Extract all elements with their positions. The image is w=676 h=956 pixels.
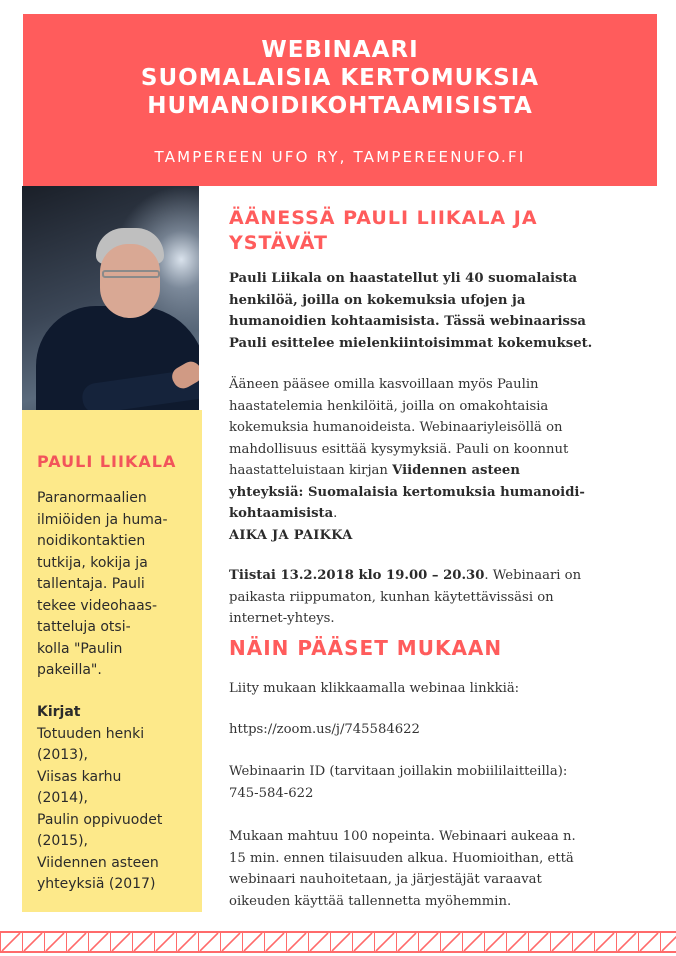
book-title: kohtaamisista xyxy=(229,506,334,521)
event-datetime: Tiistai 13.2.2018 klo 19.00 – 20.30 xyxy=(229,568,485,583)
book-line: (2014), xyxy=(37,790,89,806)
bio-line: tatteluja otsi- xyxy=(37,619,131,635)
book-line: Paulin oppivuodet xyxy=(37,811,163,828)
book-line: (2015), xyxy=(37,833,89,849)
book-title: Viidennen asteen xyxy=(392,463,520,478)
paragraph-line: mahdollisuus esittää kysymyksiä. Pauli on koonnut xyxy=(229,441,569,457)
paragraph-line: paikasta riippumaton, kunhan käytettävissäsi on xyxy=(229,589,554,605)
paragraph-line xyxy=(229,460,669,482)
paragraph-line xyxy=(229,503,669,525)
bio-line: tallentaja. Pauli xyxy=(37,576,145,592)
bio-line: ilmiöiden ja huma- xyxy=(37,511,168,528)
header-banner xyxy=(23,14,657,186)
section-heading-join: NÄIN PÄÄSET MUKAAN xyxy=(229,636,503,660)
paragraph-line: Liity mukaan klikkaamalla webinaa linkkiä: xyxy=(229,681,520,696)
bio-line: pakeilla". xyxy=(37,662,102,678)
paragraph-line: Ääneen pääsee omilla kasvoillaan myös Paulin xyxy=(229,377,539,392)
paragraph-text: haastatteluistaan kirjan xyxy=(229,463,393,478)
speaker-sidebar xyxy=(22,410,202,912)
banner-organizer: TAMPEREEN UFO RY, TAMPEREENUFO.FI xyxy=(154,148,526,166)
time-place-heading: AIKA JA PAIKKA xyxy=(229,528,353,543)
intro-line: Pauli Liikala on haastatellut yli 40 suomalaista xyxy=(229,271,578,286)
speaker-photo xyxy=(22,186,199,431)
paragraph-line: Mukaan mahtuu 100 nopeinta. Webinaari aukeaa n. xyxy=(229,829,576,844)
decorative-zigzag-border xyxy=(0,931,676,953)
webinar-id-label: Webinaarin ID (tarvitaan joillakin mobiililaitteilla): xyxy=(229,764,568,779)
intro-paragraph xyxy=(229,268,669,354)
info-paragraph xyxy=(229,826,669,912)
paragraph-line: kokemuksia humanoideista. Webinaariyleisöllä on xyxy=(229,420,563,435)
paragraph-line: internet-yhteys. xyxy=(229,611,335,626)
book-line: Totuuden henki xyxy=(37,725,145,742)
photo-glasses xyxy=(102,270,160,278)
paragraph-line: 15 min. ennen tilaisuuden alkua. Huomioithan, että xyxy=(229,850,574,866)
intro-line: Pauli esittelee mielenkiintoisimmat kokemukset. xyxy=(229,335,593,351)
intro-line: humanoidien kohtaamisista. Tässä webinaarissa xyxy=(229,314,586,329)
photo-face xyxy=(100,244,160,318)
bio-line: Paranormaalien xyxy=(37,490,147,506)
book-line: (2013), xyxy=(37,747,89,763)
bio-line: kolla "Paulin xyxy=(37,640,123,657)
books-heading: Kirjat xyxy=(37,704,81,720)
speaker-bio xyxy=(37,488,197,682)
banner-title xyxy=(23,36,657,120)
guests-paragraph xyxy=(229,374,669,525)
webinar-id-value: 745-584-622 xyxy=(229,785,314,801)
book-line: Viisas karhu xyxy=(37,768,122,785)
paragraph-line: webinaari nauhoitetaan, ja järjestäjät varaavat xyxy=(229,872,542,887)
banner-title-line-1: WEBINAARI xyxy=(261,37,419,63)
join-link[interactable] xyxy=(229,719,669,741)
webinar-url-link[interactable]: https://zoom.us/j/745584622 xyxy=(229,722,420,737)
intro-line: henkilöä, joilla on kokemuksia ufojen ja xyxy=(229,292,526,308)
paragraph-text: . xyxy=(333,506,338,521)
bio-line: tutkija, kokija ja xyxy=(37,554,148,571)
truss-pattern-icon xyxy=(0,933,676,951)
section-heading-speakers xyxy=(229,206,669,256)
banner-title-line-2: SUOMALAISIA KERTOMUKSIA xyxy=(140,65,540,91)
time-paragraph xyxy=(229,565,669,630)
join-instruction xyxy=(229,678,669,700)
webinar-id-block xyxy=(229,761,669,804)
book-line: yhteyksiä (2017) xyxy=(37,876,156,892)
heading-line: ÄÄNESSÄ PAULI LIIKALA JA xyxy=(229,207,538,229)
bio-line: noidikontaktien xyxy=(37,533,146,549)
books-list xyxy=(37,702,197,896)
bio-line: tekee videohaas- xyxy=(37,597,158,614)
banner-title-line-3: HUMANOIDIKOHTAAMISISTA xyxy=(147,93,533,119)
paragraph-line xyxy=(229,482,669,504)
paragraph-line xyxy=(229,565,669,587)
book-title: yhteyksiä: Suomalaisia kertomuksia humanoidi- xyxy=(229,484,585,500)
book-line: Viidennen asteen xyxy=(37,854,159,871)
paragraph-line: oikeuden käyttää tallennetta myöhemmin. xyxy=(229,893,512,909)
speaker-name: PAULI LIIKALA xyxy=(37,452,177,471)
paragraph-text: . Webinaari on xyxy=(484,568,582,583)
heading-line: YSTÄVÄT xyxy=(229,232,328,254)
paragraph-line: haastatelemia henkilöitä, joilla on omakohtaisia xyxy=(229,398,549,414)
main-content xyxy=(229,206,669,909)
